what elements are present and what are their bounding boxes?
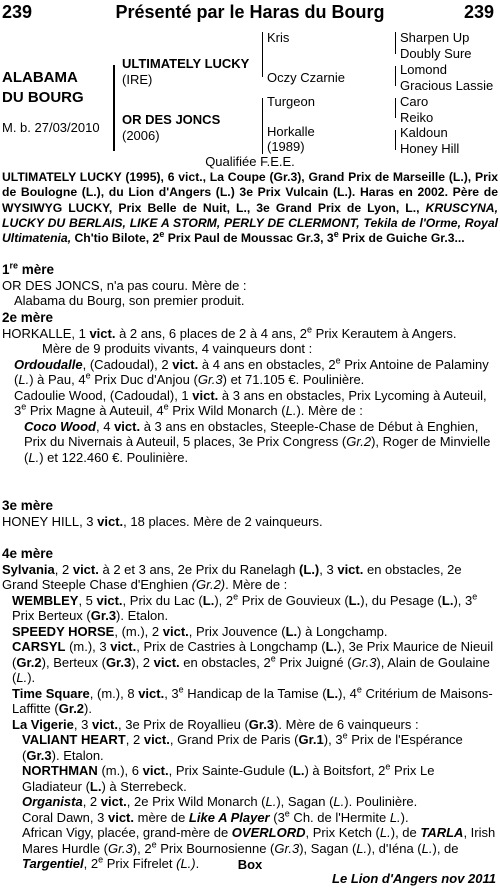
- page-title: Présenté par le Haras du Bourg: [115, 2, 385, 22]
- horse-info: M. b. 27/03/2010: [2, 120, 100, 135]
- section-fourth-dam: [2, 546, 498, 872]
- section-heading: 1re mère: [2, 260, 55, 277]
- produce-speedy-horse: SPEEDY HORSE, (m.), 2 vict., Prix Jouvence (L.) à Longchamp.: [12, 623, 388, 639]
- bracket-line: [395, 32, 396, 54]
- produce-northman: NORTHMAN (m.), 6 vict., Prix Sainte-Gudule (L.) à Boitsfort, 2e Prix Le Gladiateur (L.) à Sterrebeck.: [22, 761, 435, 794]
- produce-valiant-heart: VALIANT HEART, 2 vict., Grand Prix de Paris (Gr.1), 3e Prix de l'Espérance (Gr.3). Etalon.: [22, 730, 463, 763]
- bracket-line: [113, 65, 115, 151]
- bracket-line: [395, 66, 396, 86]
- produce-ordoudalle: Ordoudalle, (Cadoudal), 2 vict. à 4 ans en obstacles, 2e Prix Antoine de Palaminy (L.) à Pau, 4e Prix Duc d'Anjou (Gr.3) et 71.105 €. Poulinière.: [14, 355, 489, 387]
- horse-name-line2: DU BOURG: [2, 89, 84, 106]
- ancestor: Caro: [400, 94, 429, 109]
- sire-name: ULTIMATELY LUCKY: [122, 56, 250, 71]
- produce-wembley: WEMBLEY, 5 vict., Prix du Lac (L.), 2e Prix de Gouvieux (L.), du Pesage (L.), 3e Prix Berteux (Gr.3). Etalon.: [12, 591, 478, 623]
- bracket-line: [395, 130, 396, 150]
- section-second-dam: 2e mère HORKALLE, 1 vict. à 2 ans, 6 places de 2 à 4 ans, 2e Prix Kerautem à Angers. Mère de 9 produits vivants, 4 vainqueurs dont : Ordoudalle, (Cadoudal), 2 vict. à 4 ans en obstacles, 2e Prix Antoine de Palaminy (L.) à Pau, 4e Prix Duc d'Anjou (Gr.3) et 71.105 €. Poulinière. Cadoulie Wood, (Cadoudal), 1 vict. à 3 ans en obstacles, Prix Lycoming à Auteuil, 3e Prix Magne à Auteuil, 4e Prix Wild Monarch (L.). Mère de : Coco Wood, 4 vict. à 3 ans en obstacles, Steeple-Chase de Début à Enghien, Prix du Nivernais à Auteuil, 5 places, 3e Prix Congress (Gr.2), Roger de Minvielle (L.) et 122.460 €. Poulinière.: [2, 310, 498, 465]
- ancestor: Lomond: [400, 62, 447, 77]
- produce-time-square: Time Square, (m.), 8 vict., 3e Handicap de la Tamise (L.), 4e Critérium de Maisons-Laffitte (Gr.2).: [12, 684, 493, 716]
- sire-dam: Oczy Czarnie: [267, 70, 346, 85]
- produce-coco-wood: Coco Wood, 4 vict. à 3 ans en obstacles, Steeple-Chase de Début à Enghien, Prix du Nivernais à Auteuil, 5 places, 3e Prix Congress (Gr.2), Roger de Minvielle (L.) et 122.460 €. Poulinière.: [24, 418, 491, 465]
- section-heading: 4e mère: [2, 546, 54, 561]
- ancestor: Sharpen Up: [400, 30, 470, 45]
- produce-coral-dawn: Coral Dawn, 3 vict. mère de Like A Player (3e Ch. de l'Hermite L.).: [22, 808, 409, 825]
- page-header: [0, 2, 500, 22]
- ancestor: Honey Hill: [400, 141, 460, 156]
- ancestor: Doubly Sure: [400, 46, 472, 61]
- dam-dam: Horkalle: [267, 124, 315, 139]
- box-label: Box: [237, 857, 263, 872]
- sire-sire: Kris: [267, 30, 290, 45]
- section-first-dam: 1re mère OR DES JONCS, n'a pas couru. Mère de : Alabama du Bourg, son premier produit.: [2, 262, 498, 309]
- bracket-line: [395, 98, 396, 118]
- dam-name: OR DES JONCS: [122, 112, 221, 127]
- produce-la-vigerie: La Vigerie, 3 vict., 3e Prix de Royallieu (Gr.3). Mère de 6 vainqueurs :: [12, 716, 419, 732]
- pedigree-table: [0, 28, 500, 158]
- bracket-line: [262, 98, 263, 154]
- produce-sylvania: Sylvania, 2 vict. à 2 et 3 ans, 2e Prix du Ranelagh (L.), 3 vict. en obstacles, 2e Grand Steeple Chase d'Enghien (Gr.2). Mère de :: [2, 561, 462, 592]
- qualification: Qualifiée F.E.E.: [205, 154, 295, 169]
- dam-year: (2006): [122, 128, 160, 143]
- ancestor: Reiko: [400, 110, 434, 125]
- dam-sire: Turgeon: [267, 94, 315, 109]
- ancestor: Kaldoun: [400, 125, 448, 140]
- produce-organista: Organista, 2 vict., 2e Prix Wild Monarch (L.), Sagan (L.). Poulinière.: [22, 794, 418, 809]
- horse-name-line1: ALABAMA: [2, 69, 78, 86]
- produce-carsyl: CARSYL (m.), 3 vict., Prix de Castries à Longchamp (L.), 3e Prix Maurice de Nieuil (Gr.2), Berteux (Gr.3), 2 vict. en obstacles, 2e Prix Juigné (Gr.3), Alain de Goulaine (L.).: [12, 639, 494, 685]
- produce-cadoulie-wood: Cadoulie Wood, (Cadoudal), 1 vict. à 3 ans en obstacles, Prix Lycoming à Auteuil, 3e Prix Magne à Auteuil, 4e Prix Wild Monarch (L.). Mère de :: [14, 387, 487, 418]
- event-label: Le Lion d'Angers nov 2011: [332, 871, 496, 886]
- section-third-dam: 3e mère HONEY HILL, 3 vict., 18 places. Mère de 2 vainqueurs.: [2, 498, 498, 529]
- page-number-right: 239: [463, 2, 494, 22]
- bracket-line: [262, 32, 263, 77]
- page-number-left: 239: [2, 2, 33, 22]
- section-heading: 2e mère: [2, 310, 54, 325]
- produce-african-vigy: African Vigy, placée, grand-mère de OVERLORD, Prix Ketch (L.), de TARLA, Irish Mares Hurdle (Gr.3), 2e Prix Bournosienne (Gr.3), Sagan (L.), d'Iéna (L.), de Targentiel, 2e Prix Fifrelet (L.).: [22, 825, 496, 871]
- sire-origin: (IRE): [122, 72, 153, 87]
- section-heading: 3e mère: [2, 498, 54, 513]
- dam-dam-year: (1989): [267, 139, 305, 154]
- ancestor: Gracious Lassie: [400, 78, 494, 93]
- sire-description: ULTIMATELY LUCKY (1995), 6 vict., La Coupe (Gr.3), Grand Prix de Marseille (L.), Prix de Boulogne (L.), du Lion d'Angers (L.) 3e Prix Vulcain (L.). Haras en 2002. Père de WYSIWYG LUCKY, Prix Belle de Nuit, L., 3e Grand Prix de Lyon, L., KRUSCYNA, LUCKY DU BERLAIS, LIKE A STORM, PERLY DE CLERMONT, Tekila de l'Orme, Royal Ultimatenia, Ch'tio Bilote, 2e Prix Paul de Moussac Gr.3, 3e Prix de Guiche Gr.3...: [2, 170, 498, 246]
